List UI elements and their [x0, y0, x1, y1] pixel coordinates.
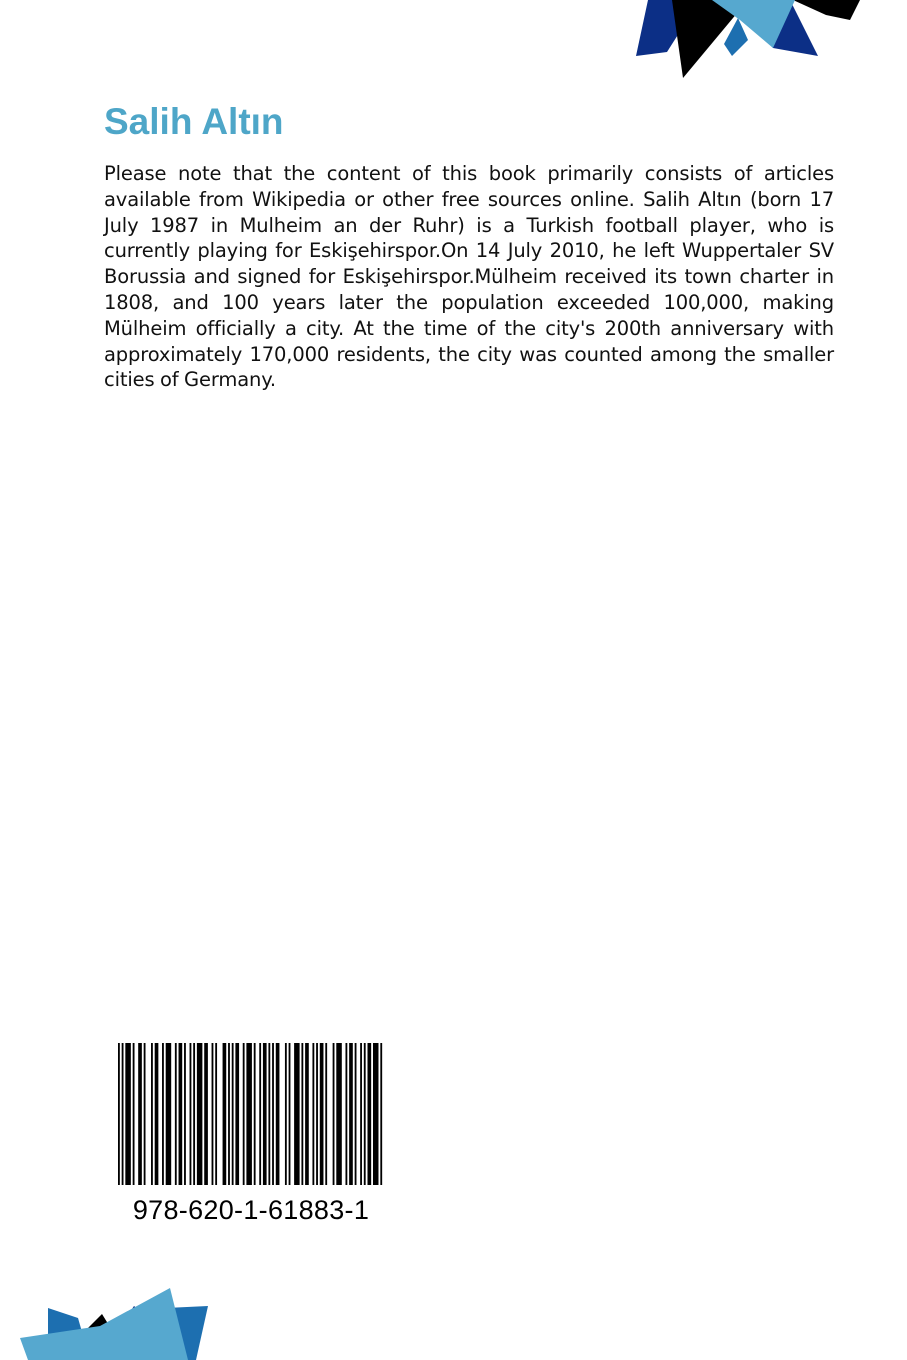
barcode-bar: [320, 1043, 324, 1185]
barcode-bar: [212, 1043, 214, 1185]
barcode-bar: [289, 1043, 291, 1185]
barcode-bar: [373, 1043, 379, 1185]
barcode-bar: [133, 1043, 135, 1185]
barcode-bar: [294, 1043, 300, 1185]
barcode-bar: [333, 1043, 335, 1185]
barcode-bar: [144, 1043, 146, 1185]
barcode-bar: [197, 1043, 203, 1185]
barcode-bar: [193, 1043, 195, 1185]
decorative-shard-top-icon: [620, 0, 907, 90]
barcode-bar: [155, 1043, 159, 1185]
barcode-bar: [276, 1043, 280, 1185]
book-description: Please note that the content of this book primarily consists of articles available from Wikipedia or other free sources online. Salih Altın (born 17 July 1987 in Mulheim an der Ruhr) is a Turkish football player, who is currently playing for Eskişehirspor.On 14 July 2010, he left Wuppertaler SV Borussia and signed for Eskişehirspor.Mülheim received its town charter in 1808, and 100 years later the population exceeded 100,000, making Mülheim officially a city. At the time of the city's 200th anniversary with approximately 170,000 residents, the city was counted among the smaller cities of Germany.: [104, 162, 834, 392]
barcode-bar: [312, 1043, 314, 1185]
barcode-bar: [190, 1043, 192, 1185]
barcode-bar: [118, 1043, 120, 1185]
barcode-bar: [122, 1043, 124, 1185]
barcode-bar: [235, 1043, 239, 1185]
barcode-bar: [380, 1043, 382, 1185]
barcode-bar: [179, 1043, 183, 1185]
isbn-barcode-icon: [118, 1043, 384, 1185]
barcode-bar: [215, 1043, 217, 1185]
author-title: Salih Altın: [104, 101, 284, 142]
isbn-number: 978-620-1-61883-1: [132, 1195, 370, 1225]
barcode-bar: [254, 1043, 256, 1185]
barcode-bar: [162, 1043, 164, 1185]
barcode-bar: [345, 1043, 347, 1185]
barcode-bar: [285, 1043, 287, 1185]
barcode-bar: [360, 1043, 362, 1185]
barcode-bar: [259, 1043, 261, 1185]
barcode-bar: [336, 1043, 342, 1185]
barcode-bar: [243, 1043, 245, 1185]
barcode-bar: [268, 1043, 270, 1185]
barcode-bar: [184, 1043, 186, 1185]
barcode-bar: [246, 1043, 252, 1185]
barcode-bar: [325, 1043, 327, 1185]
barcode-bar: [316, 1043, 318, 1185]
barcode-bar: [367, 1043, 371, 1185]
decorative-shard-bottom-icon: [0, 1280, 230, 1360]
barcode-bar: [301, 1043, 303, 1185]
barcode-bar: [263, 1043, 267, 1185]
barcode-bar: [232, 1043, 234, 1185]
barcode-bar: [228, 1043, 230, 1185]
barcode-bar: [272, 1043, 274, 1185]
barcode-bar: [204, 1043, 208, 1185]
barcode-bar: [305, 1043, 309, 1185]
barcode-bar: [166, 1043, 172, 1185]
barcode-bar: [364, 1043, 366, 1185]
barcode-bar: [138, 1043, 142, 1185]
barcode-bar: [223, 1043, 227, 1185]
barcode-bar: [349, 1043, 353, 1185]
barcode-bar: [151, 1043, 153, 1185]
barcode-bar: [355, 1043, 357, 1185]
barcode-bar: [125, 1043, 131, 1185]
barcode-bar: [175, 1043, 177, 1185]
